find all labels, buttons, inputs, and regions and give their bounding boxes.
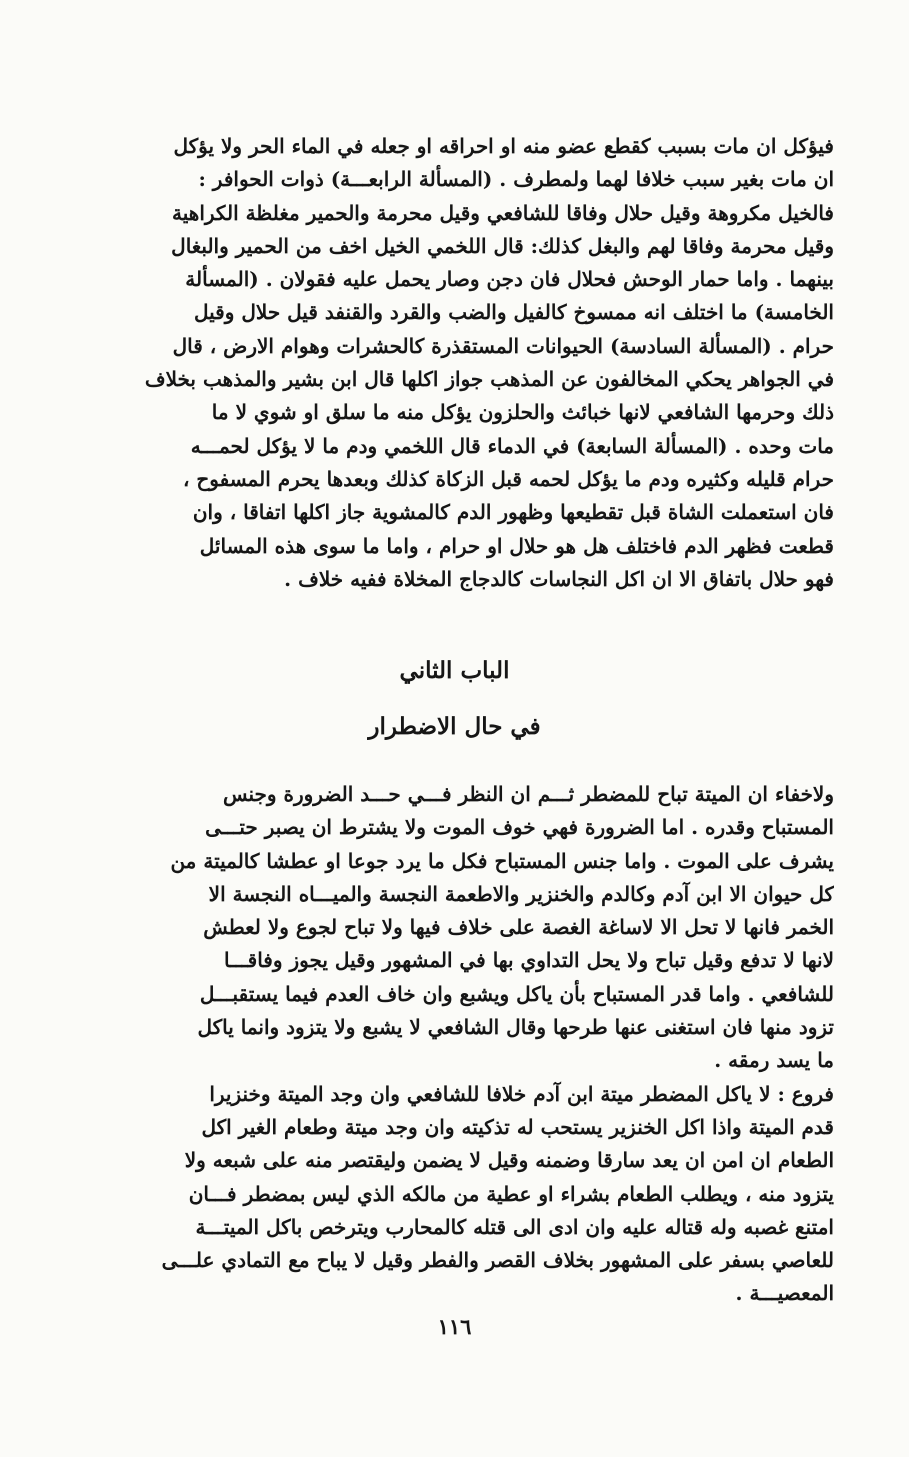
text-line: يتزود منه ، ويطلب الطعام بشراء او عطية من مالكه الذي ليس بمضطر فـــان xyxy=(188,1181,834,1206)
page-number: ١١٦ xyxy=(437,1314,472,1339)
text-line: كل حيوان الا ابن آدم وكالدم والخنزير والاطعمة النجسة والميـــاه النجسة الا xyxy=(208,881,834,906)
text-line: ما يسد رمقه . xyxy=(714,1048,834,1073)
text-line: المعصيـــة . xyxy=(735,1281,834,1306)
chapter-title: الباب الثاني xyxy=(399,657,510,684)
text-line: يشرف على الموت . واما جنس المستباح فكل ما يرد جوعا او عطشا كالميتة من xyxy=(170,848,834,873)
text-line: وقيل محرمة وفاقا لهم والبغل كذلك: قال اللخمي الخيل اخف من الحمير والبغال xyxy=(171,233,834,258)
chapter-subtitle: في حال الاضطرار xyxy=(368,713,541,740)
text-line: الخامسة) ما اختلف انه ممسوخ كالفيل والضب والقرد والقنفد قيل حلال وقيل xyxy=(194,300,834,325)
text-line: للعاصي بسفر على المشهور بخلاف القصر والفطر وقيل لا يباح مع التمادي علـــى xyxy=(161,1248,834,1273)
text-line: ذلك وحرمها الشافعي لانها خبائث والحلزون يؤكل منه ما سلق او شوي لا ما xyxy=(211,400,834,425)
text-line: حرام قليله وكثيره ودم ما يؤكل لحمه قبل الزكاة كذلك وبعدها يحرم المسفوح ، xyxy=(182,466,834,491)
text-line: بينهما . واما حمار الوحش فحلال فان دجن وصار يحمل عليه فقولان . (المسألة xyxy=(185,267,834,292)
text-line: ان مات بغير سبب خلافا لهما ولمطرف . (المسألة الرابعـــة) ذوات الحوافر : xyxy=(198,167,834,192)
text-line: الطعام ان امن ان يعد سارقا وضمنه وقيل لا يضمن وليقتصر منه على شبعه ولا xyxy=(184,1148,834,1173)
text-line: فهو حلال باتفاق الا ان اكل النجاسات كالدجاج المخلاة ففيه خلاف . xyxy=(284,566,834,591)
text-line: في الجواهر يحكي المخالفون عن المذهب جواز اكلها قال ابن بشير والمذهب بخلاف xyxy=(144,367,834,392)
text-line: المستباح وقدره . اما الضرورة فهي خوف الموت ولا يشترط ان يصبر حتـــى xyxy=(205,815,834,840)
text-line: للشافعي . واما قدر المستباح بأن ياكل ويشبع وان خاف العدم فيما يستقبـــل xyxy=(199,981,834,1006)
section-two-text xyxy=(82,778,834,1311)
text-line: الخمر فانها لا تحل الا لاساغة الغصة على خلاف فيها ولا تباح لجوع ولا لعطش xyxy=(203,915,834,940)
text-line: لانها لا تدفع وقيل تباح ولا يحل التداوي بها في المشهور وقيل يجوز وفاقـــا xyxy=(223,948,834,973)
text-line: امتنع غصبه وله قتاله عليه وان ادى الى قتله كالمحارب ويترخص باكل الميتـــة xyxy=(195,1214,834,1239)
text-line: قدم الميتة واذا اكل الخنزير يستحب له تذكيته وان وجد ميتة وطعام الغير اكل xyxy=(201,1114,834,1139)
text-line: مات وحده . (المسألة السابعة) في الدماء قال اللخمي ودم ما لا يؤكل لحمـــه xyxy=(190,433,834,458)
text-line: فالخيل مكروهة وقيل حلال وفاقا للشافعي وقيل محرمة والحمير مغلظة الكراهية xyxy=(172,200,834,225)
text-line: حرام . (المسألة السادسة) الحيوانات المستقذرة كالحشرات وهوام الارض ، قال xyxy=(172,333,834,358)
text-line: ولاخفاء ان الميتة تباح للمضطر ثـــم ان النظر فـــي حـــد الضرورة وجنس xyxy=(222,782,834,806)
text-line: فيؤكل ان مات بسبب كقطع عضو منه او احراقه او جعله في الماء الحر ولا يؤكل xyxy=(173,134,834,158)
text-line: تزود منها فان استغنى عنها طرحها وقال الشافعي لا يشبع ولا يتزود وانما ياكل xyxy=(197,1015,834,1040)
text-line: فروع : لا ياكل المضطر ميتة ابن آدم خلافا للشافعي وان وجد الميتة وخنزيرا xyxy=(209,1081,834,1106)
text-line: قطعت فظهر الدم فاختلف هل هو حلال او حرام ، واما ما سوى هذه المسائل xyxy=(199,533,834,558)
text-line: فان استعملت الشاة قبل تقطيعها وظهور الدم كالمشوية جاز اكلها اتفاقا ، وان xyxy=(192,500,834,525)
section-one-text xyxy=(82,130,834,596)
